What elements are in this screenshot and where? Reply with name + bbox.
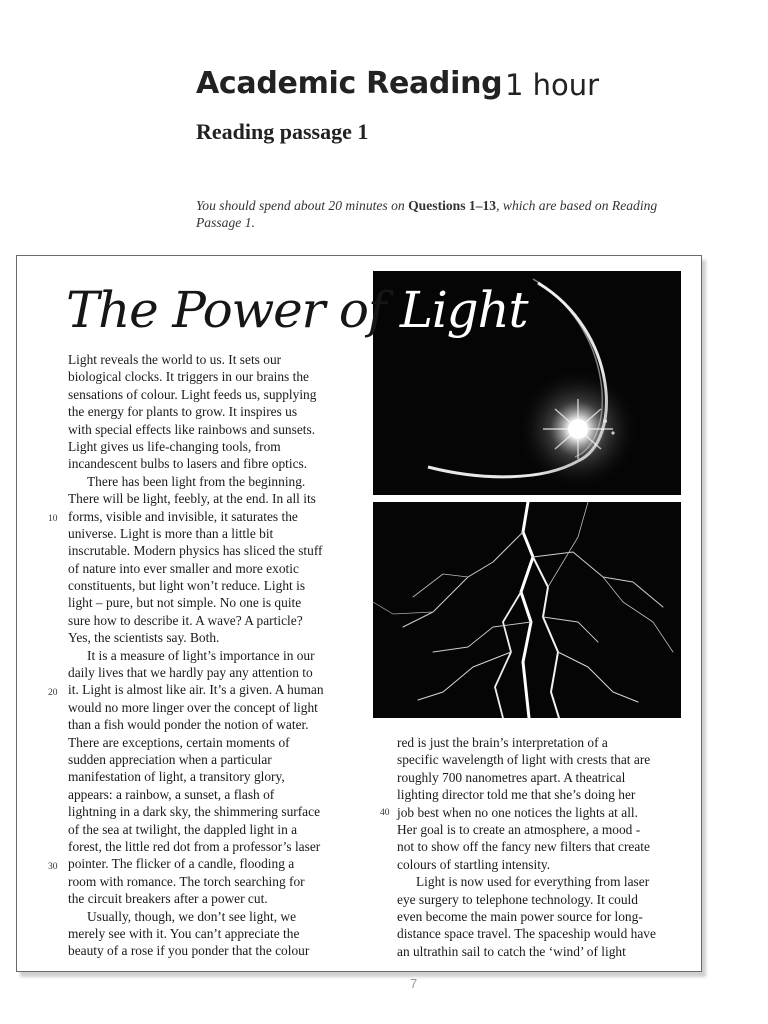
paragraph-line: manifestation of light, a transitory glory, (68, 769, 285, 785)
paragraph-line: light – pure, but not simple. No one is quite (68, 595, 302, 611)
paragraph-line: of the sea at twilight, the dappled light in a (68, 821, 298, 837)
paragraph-line: Light gives us life-changing tools, from (68, 438, 281, 454)
article-title-right: Light (399, 281, 528, 339)
paragraph-line: colours of startling intensity. (397, 856, 551, 872)
line-number: 40 (380, 808, 390, 818)
paragraph-line: inscrutable. Modern physics has sliced the stuff (68, 543, 323, 559)
paragraph-line: an ultrathin sail to catch the ‘wind’ of light (397, 943, 626, 959)
paragraph-line: merely see with it. You can’t appreciate the (68, 925, 300, 941)
paragraph-line: sensations of colour. Light feeds us, supplying (68, 386, 317, 402)
paragraph-line: even become the main power source for long- (397, 908, 643, 924)
paragraph-line: lightning in a dark sky, the shimmering surface (68, 804, 321, 820)
line-number: 30 (48, 862, 58, 872)
paragraph-line: There are exceptions, certain moments of (68, 734, 290, 750)
paragraph-line: the circuit breakers after a power cut. (68, 891, 268, 907)
instructions-text-c: , which are based on Reading Passage 1. (196, 198, 658, 230)
paragraph-line: There will be light, feebly, at the end. In all its (68, 491, 316, 507)
paragraph-line: roughly 700 nanometres apart. A theatrical (397, 769, 626, 785)
paragraph-line: not to show off the fancy new filters that create (397, 839, 650, 855)
paragraph-line: biological clocks. It triggers in our brains the (68, 369, 309, 385)
paragraph-line: incandescent bulbs to lasers and fibre optics. (68, 456, 308, 472)
paragraph-line: of nature into ever smaller and more exotic (68, 560, 299, 576)
paragraph-line: Light is now used for everything from laser (416, 874, 650, 890)
paragraph-line: the energy for plants to grow. It inspires us (68, 404, 298, 420)
paragraph-line: Light reveals the world to us. It sets our (68, 352, 282, 367)
paragraph-line: forms, visible and invisible, it saturates the (68, 508, 298, 524)
paragraph-line: daily lives that we hardly pay any attention to (68, 665, 313, 681)
instructions (196, 197, 676, 231)
lightning-image (373, 502, 681, 718)
paragraph-line: it. Light is almost like air. It’s a given. A human (68, 682, 324, 698)
paragraph-line: distance space travel. The spaceship would have (397, 926, 656, 942)
paragraph-line: lighting director told me that she’s doing her (397, 787, 636, 803)
paragraph-line: would no more linger over the concept of light (68, 699, 318, 715)
paragraph-line: sure how to describe it. A wave? A particle? (68, 612, 303, 628)
paragraph-line: It is a measure of light’s importance in our (87, 647, 315, 663)
paragraph-line: pointer. The flicker of a candle, flooding a (68, 856, 295, 872)
article-title-left: The Power of (66, 281, 400, 339)
paragraph-line: appears: a rainbow, a sunset, a flash of (68, 786, 275, 802)
line-number: 20 (48, 688, 58, 698)
instructions-questions: Questions 1–13 (408, 198, 497, 213)
paragraph-line: constituents, but light won’t reduce. Light is (68, 578, 306, 594)
paragraph-line: Usually, though, we don’t see light, we (87, 908, 297, 924)
paragraph-line: There has been light from the beginning. (87, 473, 306, 489)
paragraph-line: job best when no one notices the lights at all. (397, 804, 638, 820)
paragraph-line: universe. Light is more than a little bit (68, 525, 274, 541)
lightning-graphic (373, 502, 681, 718)
paragraph-line: beauty of a rose if you ponder that the colour (68, 943, 310, 959)
paragraph-line: eye surgery to telephone technology. It could (397, 891, 638, 907)
page-mark: 7 (410, 976, 418, 991)
instructions-text-a: You should spend about 20 minutes on (196, 198, 409, 213)
paragraph-line: room with romance. The torch searching for (68, 873, 305, 889)
section-title: Academic Reading (196, 66, 503, 101)
paragraph-line: than a fish would ponder the notion of water. (68, 717, 309, 733)
line-number: 10 (48, 514, 58, 524)
paragraph-line: forest, the little red dot from a professor’s laser (68, 838, 321, 854)
paragraph-line: Her goal is to create an atmosphere, a mood - (397, 821, 641, 837)
article-title (66, 280, 527, 340)
passage-heading: Reading passage 1 (196, 119, 369, 144)
paragraph-line: red is just the brain’s interpretation of a (397, 735, 608, 750)
paragraph-line: specific wavelength of light with crests that are (397, 752, 651, 768)
section-duration: 1 hour (505, 68, 600, 102)
article-column-left (68, 351, 324, 960)
paragraph-line: with special effects like rainbows and sunsets. (68, 421, 316, 437)
paragraph-line: sudden appreciation when a particular (68, 751, 272, 767)
article-column-right (397, 734, 656, 960)
paragraph-line: Yes, the scientists say. Both. (68, 630, 220, 646)
